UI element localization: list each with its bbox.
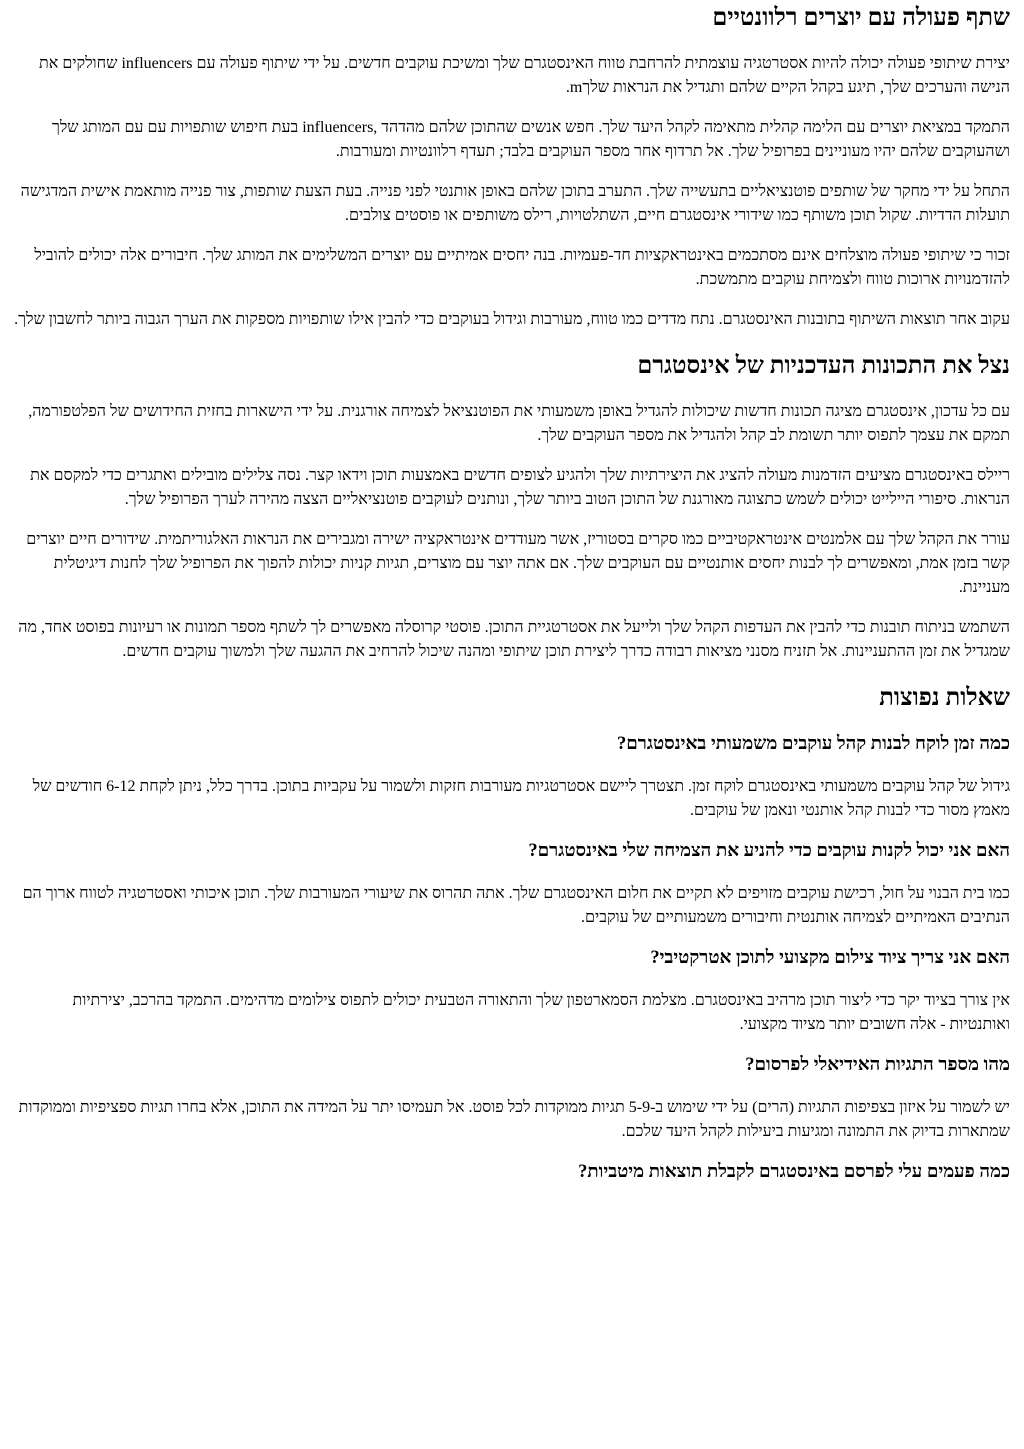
paragraph: התמקד במציאת יוצרים עם הלימה קהלית מתאימה לקהל היעד שלך. חפש אנשים שהתוכן שלהם מהדהד ,influencers בעת חיפוש שותפויות עם עם המותג שלך ושהעוקבים שלהם יהיו מעוניינים בפרופיל שלך. אל תרדוף אחר מספר העוקבים בלבד; תעדף רלוונטיות ומעורבות. bbox=[51, 119, 1010, 160]
faq-answer: גידול של קהל עוקבים משמעותי באינסטגרם לוקח זמן. תצטרך ליישם אסטרטגיות מעורבות חזקות ולשמור על עקביות בתוכן. בדרך כלל, ניתן לקחת 6-12 חודשים של מאמץ מסור כדי לבנות קהל אותנטי ונאמן של עוקבים. bbox=[32, 778, 1010, 819]
paragraph: עם כל עדכון, אינסטגרם מציגה תכונות חדשות שיכולות להגדיל באופן משמעותי את הפוטנציאל לצמיחה אורגנית. על ידי הישארות בחזית החידושים של הפלטפורמה, תמקם את עצמך לתפוס יותר תשומת לב קהל ולהגדיל את מספר העוקבים שלך. bbox=[28, 403, 1010, 444]
paragraph: ריילס באינסטגרם מציעים הזדמנות מעולה להציג את היצירתיות שלך ולהגיע לצופים חדשים באמצעות תוכן וידאו קצר. נסה צלילים מובילים ואתגרים כדי למקסם את הנראות. סיפורי היילייט יכולים לשמש כתצוגה מאורגנת של התוכן הטוב ביותר שלך, ונותנים לעוקבים פוטנציאליים הצצה מהירה לערך הפרופיל שלך. bbox=[30, 467, 1010, 508]
faq-question: האם אני צריך ציוד צילום מקצועי לתוכן אטרקטיבי? bbox=[650, 948, 1010, 968]
article bbox=[0, 3, 1024, 1184]
faq-item bbox=[12, 1160, 1010, 1184]
paragraph: עקוב אחר תוצאות השיתוף בתובנות האינסטגרם. נתח מדדים כמו טווח, מעורבות וגידול בעוקבים כדי להבין אילו שותפויות מספקות את הערך הגבוה ביותר לחשבון שלך. bbox=[14, 311, 1010, 328]
faq-item bbox=[12, 1053, 1010, 1144]
faq-question: כמה פעמים עלי לפרסם באינסטגרם לקבלת תוצאות מיטביות? bbox=[578, 1162, 1010, 1182]
section-heading-collaborate: שתף פעולה עם יוצרים רלוונטיים bbox=[712, 5, 1010, 31]
paragraph: עורר את הקהל שלך עם אלמנטים אינטראקטיביים כמו סקרים בסטוריז, אשר מעודדים אינטראקציה ישירה ומגבירים את הנראות האלגוריתמית. שידורים חיים יוצרים קשר בזמן אמת, ומאפשרים לך לבנות יחסים אותנטיים עם העוקבים שלך. אם אתה יוצר עם מוצרים, תגיות קניות יכולות להפוך את הפרופיל שלך לחנות דיגיטלית מעניינת. bbox=[26, 531, 1010, 596]
paragraph: התחל על ידי מחקר של שותפים פוטנציאליים בתעשייה שלך. התערב בתוכן שלהם באופן אותנטי לפני פנייה. בעת הצעת שותפות, צור פנייה מותאמת אישית המדגישה תועלות הדדיות. שקול תוכן משותף כמו שידורי אינסטגרם חיים, השתלטויות, רילס משותפים או פוסטים צולבים. bbox=[20, 183, 1010, 224]
faq-question: מהו מספר התגיות האידיאלי לפרסום? bbox=[745, 1055, 1010, 1075]
paragraph: יצירת שיתופי פעולה יכולה להיות אסטרטגיה עוצמתית להרחבת טווח האינסטגרם שלך ומשיכת עוקבים חדשים. על ידי שיתוף פעולה עם influencers שחולקים את הנישה והערכים שלך, תיגע בקהל הקיים שלהם ותגדיל את הנראות שלךm. bbox=[38, 55, 1010, 96]
faq-item bbox=[12, 732, 1010, 823]
faq-item bbox=[12, 946, 1010, 1037]
paragraph: זכור כי שיתופי פעולה מוצלחים אינם מסתכמים באינטראקציות חד-פעמיות. בנה יחסים אמיתיים עם יוצרים המשלימים את המותג שלך. חיבורים אלה יכולים להוביל להזדמנויות ארוכות טווח ולצמיחת עוקבים מתמשכת. bbox=[34, 247, 1010, 288]
section-heading-features: נצל את התכונות העדכניות של אינסטגרם bbox=[637, 353, 1010, 379]
faq-answer: אין צורך בציוד יקר כדי ליצור תוכן מרהיב באינסטגרם. מצלמת הסמארטפון שלך והתאורה הטבעית יכולים לתפוס צילומים מדהימים. התמקד בהרכב, יצירתיות ואותנטיות - אלה חשובים יותר מציוד מקצועי. bbox=[72, 992, 1010, 1033]
faq-question: כמה זמן לוקח לבנות קהל עוקבים משמעותי באינסטגרם? bbox=[616, 734, 1010, 754]
faq-answer: יש לשמור על איזון בצפיפות התגיות (הרים) על ידי שימוש ב-5-9 תגיות ממוקדות לכל פוסט. אל תעמיסו יתר על המידה את התוכן, אלא בחרו תגיות ספציפיות וממוקדות שמתארות בדיוק את התמונה ומגיעות ביעילות לקהל היעד שלכם. bbox=[18, 1099, 1010, 1140]
faq-item bbox=[12, 839, 1010, 930]
faq-question: האם אני יכול לקנות עוקבים כדי להניע את הצמיחה שלי באינסטגרם? bbox=[528, 841, 1010, 861]
section-heading-faq: שאלות נפוצות bbox=[879, 685, 1010, 711]
paragraph: השתמש בניתוח תובנות כדי להבין את העדפות הקהל שלך ולייעל את אסטרטגיית התוכן. פוסטי קרוסלה מאפשרים לך לשתף מספר תמונות או רעיונות בפוסט אחד, מה שמגדיל את זמן ההתעניינות. אל תזניח מסנני מציאות רבודה כדרך ליצירת תוכן שיתופי ומהנה שיכול להרחיב את ההגעה שלך ולמשוך עוקבים חדשים. bbox=[18, 619, 1010, 660]
faq-answer: כמו בית הבנוי על חול, רכישת עוקבים מזויפים לא תקיים את חלום האינסטגרם שלך. אתה תהרוס את שיעורי המעורבות שלך. תוכן איכותי ואסטרטגיה לטווח ארוך הם הנתיבים האמיתיים לצמיחה אותנטית וחיבורים משמעותיים של עוקבים. bbox=[22, 885, 1010, 926]
